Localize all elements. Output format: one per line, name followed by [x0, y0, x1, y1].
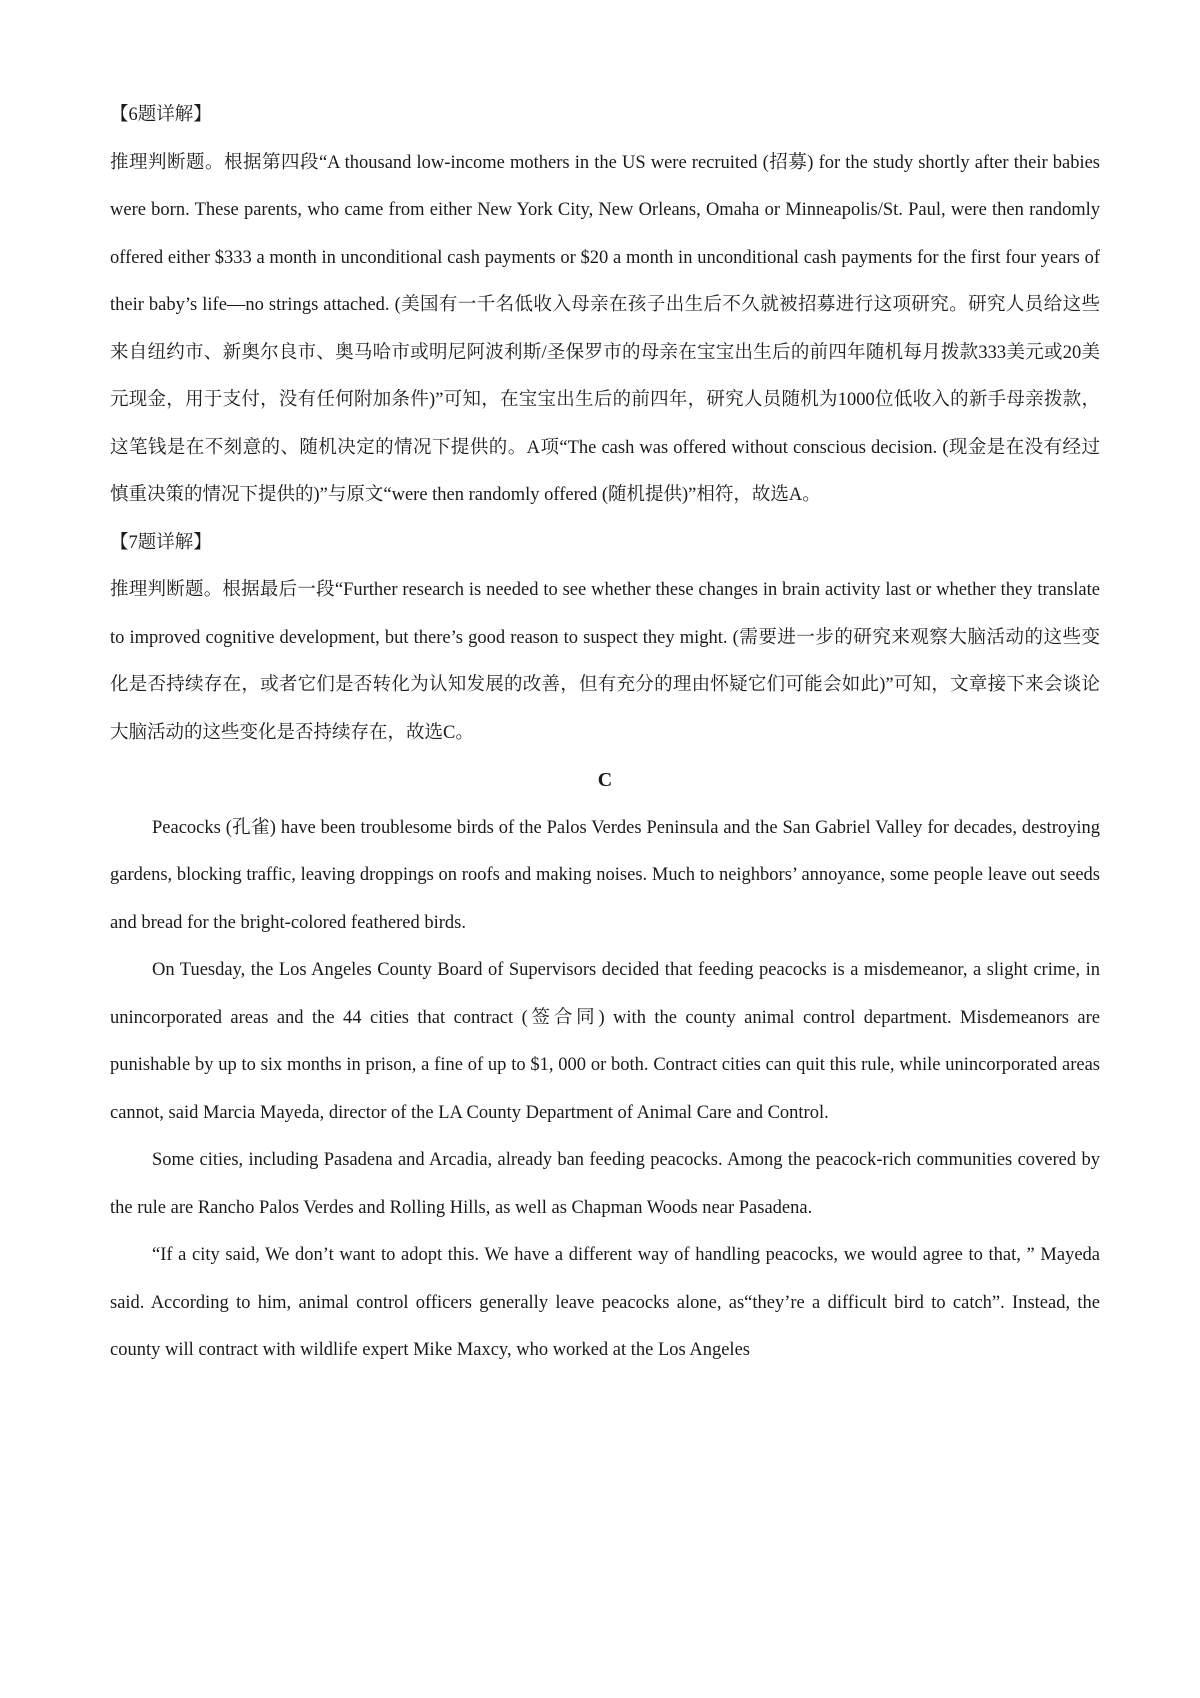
section-c-title: C: [597, 769, 613, 791]
passage-paragraph-2: On Tuesday, the Los Angeles County Board of Supervisors decided that feeding peacocks is a misdemeanor, a slight crime, in unincorporated areas and the 44 cities that contract (签合同) with the county animal control department. Misdemeanors are punishable by up to six months in prison, a fine of up to $1, 000 or both. Contract cities can quit this rule, while unincorporated areas cannot, said Marcia Mayeda, director of the LA County Department of Animal Care and Control.: [110, 960, 1100, 1123]
q6-heading: 【6题详解】: [110, 105, 212, 125]
q7-heading: 【7题详解】: [110, 532, 212, 553]
passage-paragraph-4: “If a city said, We don’t want to adopt this. We have a different way of handling peacocks, we would agree to that, ” Mayeda said. According to him, animal control officers generally leave peacocks alone, as“they’re a difficult bird to catch”. Instead, the county will contract with wildlife expert Mike Maxcy, who worked at the Los Angeles: [110, 1245, 1100, 1360]
q6-explanation: 推理判断题。根据第四段“A thousand low-income mothers in the US were recruited (招募) for the study shortly after their babies were born. These parents, who came from either New York City, New Orleans, Omaha or Minneapolis/St. Paul, were then randomly offered either $333 a month in unconditional cash payments or $20 a month in unconditional cash payments for the first four years of their baby’s life—no strings attached. (美国有一千名低收入母亲在孩子出生后不久就被招募进行这项研究。研究人员给这些来自纽约市、新奥尔良市、奥马哈市或明尼阿波利斯/圣保罗市的母亲在宝宝出生后的前四年随机每月拨款333美元或20美元现金，用于支付，没有任何附加条件)”可知，在宝宝出生后的前四年，研究人员随机为1000位低收入的新手母亲拨款，这笔钱是在不刻意的、随机决定的情况下提供的。A项“The cash was offered without conscious decision. (现金是在没有经过慎重决策的情况下提供的)”与原文“were then randomly offered (随机提供)”相符，故选A。: [110, 152, 1100, 505]
q7-explanation: 推理判断题。根据最后一段“Further research is needed to see whether these changes in brain activity last or whether they translate to improved cognitive development, but there’s good reason to suspect they might. (需要进一步的研究来观察大脑活动的这些变化是否持续存在，或者它们是否转化为认知发展的改善，但有充分的理由怀疑它们可能会如此)”可知，文章接下来会谈论大脑活动的这些变化是否持续存在，故选C。: [110, 580, 1100, 743]
document-page: [110, 92, 1100, 1375]
passage-paragraph-1: Peacocks (孔雀) have been troublesome birds of the Palos Verdes Peninsula and the San Gabriel Valley for decades, destroying gardens, blocking traffic, leaving droppings on roofs and making noises. Much to neighbors’ annoyance, some people leave out seeds and bread for the bright-colored feathered birds.: [110, 817, 1100, 933]
passage-paragraph-3: Some cities, including Pasadena and Arcadia, already ban feeding peacocks. Among the peacock-rich communities covered by the rule are Rancho Palos Verdes and Rolling Hills, as well as Chapman Woods near Pasadena.: [110, 1150, 1100, 1218]
